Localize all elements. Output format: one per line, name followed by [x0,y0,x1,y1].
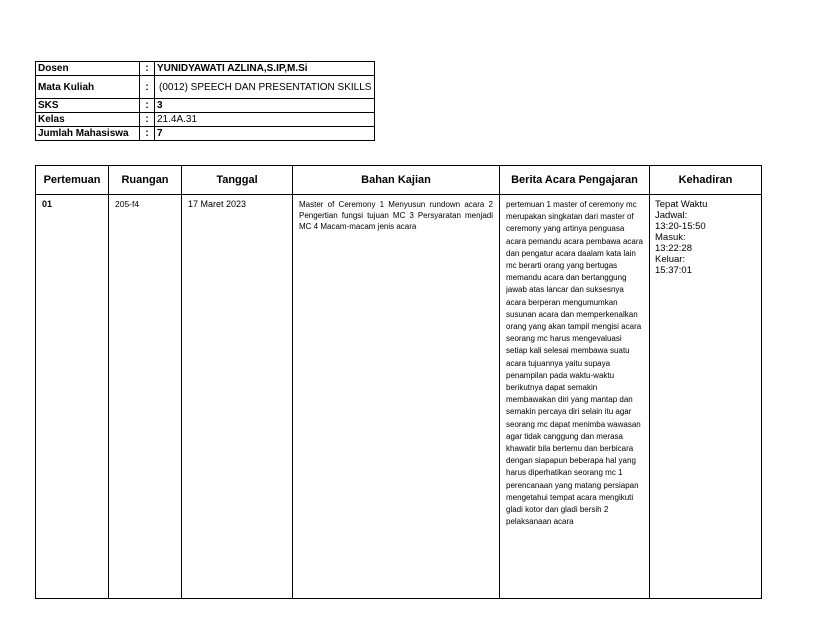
cell-tanggal: 17 Maret 2023 [182,195,293,599]
dosen-label: Dosen [36,62,140,76]
jumlah-value: 7 [155,127,375,141]
header-ruangan: Ruangan [109,166,182,195]
meeting-table [35,165,762,599]
header-bahan-kajian: Bahan Kajian [293,166,500,195]
schedule-value: 13:20-15:50 [655,221,706,232]
check-out-label: Keluar: [655,254,686,265]
colon: : [140,62,155,76]
info-row-dosen [36,62,375,76]
header-berita-acara: Berita Acara Pengajaran [500,166,650,195]
cell-kehadiran [650,195,762,599]
check-out-value: 15:37:01 [655,265,692,276]
info-row-matkul [36,76,375,99]
cell-berita-acara: pertemuan 1 master of ceremony mc merupakan singkatan dari master of ceremony yang artinya penguasa acara pemandu acara pembawa acara dan pengatur acara daalam kata lain mc berarti orang yang bertugas memandu acara dan bertanggung jawab atas lancar dan suksesnya acara berperan mengumumkan susunan acara dan memperkenalkan orang yang akan tampil mengisi acara seorang mc harus mengevaluasi setiap kali selesai membawa suatu acara tujuannya yaitu supaya penampilan pada waktu-waktu berikutnya dapat semakin membawakan diri yang mantap dan semakin percaya diri selain itu agar seorang mc dapat menimba wawasan agar tidak canggung dan merasa khawatir bila bertemu dan berbicara dengan siapapun beberapa hal yang harus diperhatikan seorang mc 1 perencanaan yang matang persiapan mengetahui tempat acara mengikuti gladi kotor dan gladi bersih 2 pelaksanaan acara [500,195,650,599]
schedule-label: Jadwal: [655,210,688,221]
sks-label: SKS [36,99,140,113]
jumlah-label: Jumlah Mahasiswa [36,127,140,141]
course-info-table [35,61,375,141]
check-in-value: 13:22:28 [655,243,692,254]
cell-bahan-kajian: Master of Ceremony 1 Menyusun rundown acara 2 Pengertian fungsi tujuan MC 3 Persyaratan menjadi MC 4 Macam-macam jenis acara [293,195,500,599]
cell-pertemuan: 01 [36,195,109,599]
cell-ruangan: 205-f4 [109,195,182,599]
header-tanggal: Tanggal [182,166,293,195]
dosen-value: YUNIDYAWATI AZLINA,S.IP,M.Si [155,62,375,76]
info-row-jumlah [36,127,375,141]
header-kehadiran: Kehadiran [650,166,762,195]
matkul-label: Mata Kuliah [36,76,140,99]
colon: : [140,113,155,127]
info-row-kelas [36,113,375,127]
info-row-sks [36,99,375,113]
table-row [36,195,762,599]
check-in-label: Masuk: [655,232,686,243]
attendance-status: Tepat Waktu [655,199,708,210]
colon: : [140,76,155,99]
matkul-value: (0012) SPEECH DAN PRESENTATION SKILLS [155,76,375,99]
header-pertemuan: Pertemuan [36,166,109,195]
sks-value: 3 [155,99,375,113]
kelas-value: 21.4A.31 [155,113,375,127]
colon: : [140,127,155,141]
kelas-label: Kelas [36,113,140,127]
table-header-row [36,166,762,195]
colon: : [140,99,155,113]
